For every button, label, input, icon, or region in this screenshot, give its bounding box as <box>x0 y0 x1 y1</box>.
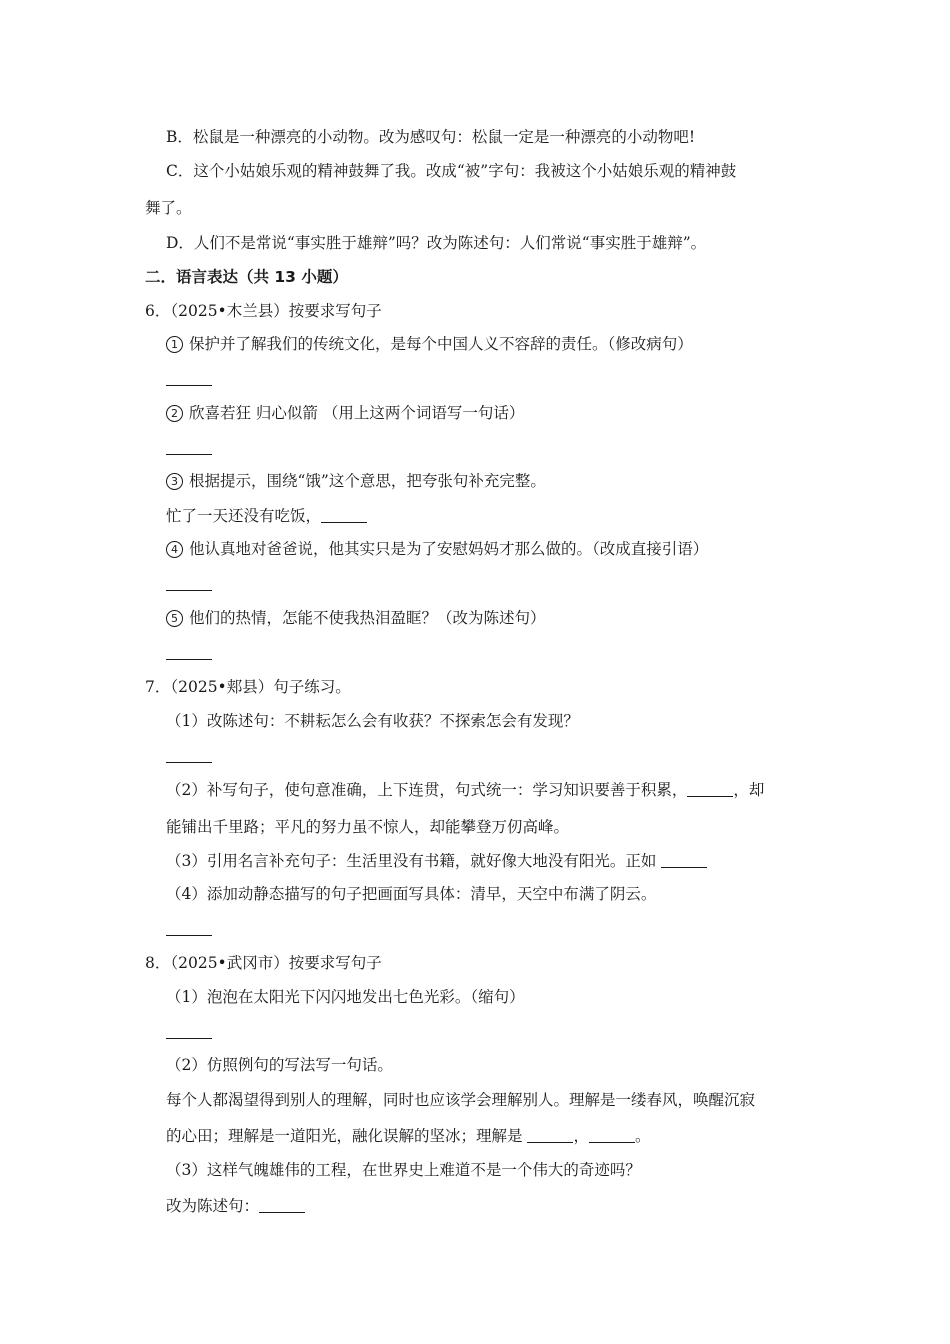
q6-item-4 <box>166 539 708 559</box>
section-title: 二．语言表达（共 13 小题） <box>145 268 348 286</box>
q5-option-b: B．松鼠是一种漂亮的小动物。改为感叹句：松鼠一定是一种漂亮的小动物吧! <box>166 128 696 146</box>
answer-blank[interactable] <box>166 1038 212 1039</box>
q7-part-4: （4）添加动静态描写的句子把画面写具体：清早，天空中布满了阴云。 <box>166 885 657 903</box>
answer-blank[interactable] <box>166 935 212 936</box>
answer-blank[interactable] <box>687 782 733 797</box>
q6-item-5-text: 他们的热情，怎能不使我热泪盈眶？（改为陈述句） <box>189 609 546 627</box>
q6-item-1 <box>166 334 693 354</box>
answer-blank[interactable] <box>166 762 212 763</box>
answer-blank[interactable] <box>321 508 367 523</box>
q6-item-5 <box>166 608 546 628</box>
q7-header: 7．（2025•郏县）句子练习。 <box>145 678 351 696</box>
q8-part-1: （1）泡泡在太阳光下闪闪地发出七色光彩。（缩句） <box>166 988 525 1006</box>
q6-item-3-text: 根据提示，围绕“饿”这个意思，把夸张句补充完整。 <box>189 472 546 490</box>
answer-blank[interactable] <box>661 853 707 868</box>
q6-item-3 <box>166 471 546 491</box>
q6-item-3-prompt: 忙了一天还没有吃饭， <box>166 506 367 526</box>
circled-number: 3 <box>166 473 183 490</box>
q8-example-line1: 每个人都渴望得到别人的理解，同时也应该学会理解别人。理解是一缕春风，唤醒沉寂 <box>166 1091 756 1109</box>
q6-header: 6．（2025•木兰县）按要求写句子 <box>145 302 382 320</box>
circled-number: 5 <box>166 610 183 627</box>
q8-part-2: （2）仿照例句的写法写一句话。 <box>166 1056 393 1074</box>
q8-part-3: （3）这样气魄雄伟的工程，在世界史上难道不是一个伟大的奇迹吗？ <box>166 1161 641 1179</box>
answer-blank[interactable] <box>259 1198 305 1213</box>
answer-blank[interactable] <box>166 385 212 386</box>
answer-blank[interactable] <box>166 590 212 591</box>
circled-number: 4 <box>166 541 183 558</box>
circled-number: 1 <box>166 336 183 353</box>
q7-part-1: （1）改陈述句：不耕耘怎么会有收获？不探索怎会有发现？ <box>166 712 579 730</box>
q7-part-2-cont: 能铺出千里路；平凡的努力虽不惊人，却能攀登万仞高峰。 <box>166 818 570 836</box>
q6-item-4-text: 他认真地对爸爸说，他其实只是为了安慰妈妈才那么做的。（改成直接引语） <box>189 540 709 558</box>
q5-option-d: D．人们不是常说“事实胜于雄辩”吗？改为陈述句：人们常说“事实胜于雄辩”。 <box>166 234 707 252</box>
q8-part-3-prompt: 改为陈述句： <box>166 1196 305 1216</box>
q8-header: 8．（2025•武冈市）按要求写句子 <box>145 954 382 972</box>
answer-blank[interactable] <box>527 1128 573 1143</box>
circled-number: 2 <box>166 405 183 422</box>
q7-part-2: （2）补写句子，使句意准确，上下连贯，句式统一：学习知识要善于积累， ，却 <box>166 781 765 799</box>
q5-option-c-line2: 舞了。 <box>145 199 192 217</box>
answer-blank[interactable] <box>166 454 212 455</box>
q7-part-3: （3）引用名言补充句子：生活里没有书籍，就好像大地没有阳光。正如 <box>166 851 707 871</box>
q6-item-2 <box>166 403 524 423</box>
q8-example-line2: 的心田；理解是一道阳光，融化误解的坚冰；理解是 ， 。 <box>166 1127 651 1145</box>
answer-blank[interactable] <box>589 1128 635 1143</box>
q5-option-c-line1: C．这个小姑娘乐观的精神鼓舞了我。改成“被”字句：我被这个小姑娘乐观的精神鼓 <box>166 162 737 180</box>
answer-blank[interactable] <box>166 659 212 660</box>
q6-item-2-text: 欣喜若狂 归心似箭 （用上这两个词语写一句话） <box>189 404 525 422</box>
q6-item-1-text: 保护并了解我们的传统文化，是每个中国人义不容辞的责任。（修改病句） <box>189 335 693 353</box>
